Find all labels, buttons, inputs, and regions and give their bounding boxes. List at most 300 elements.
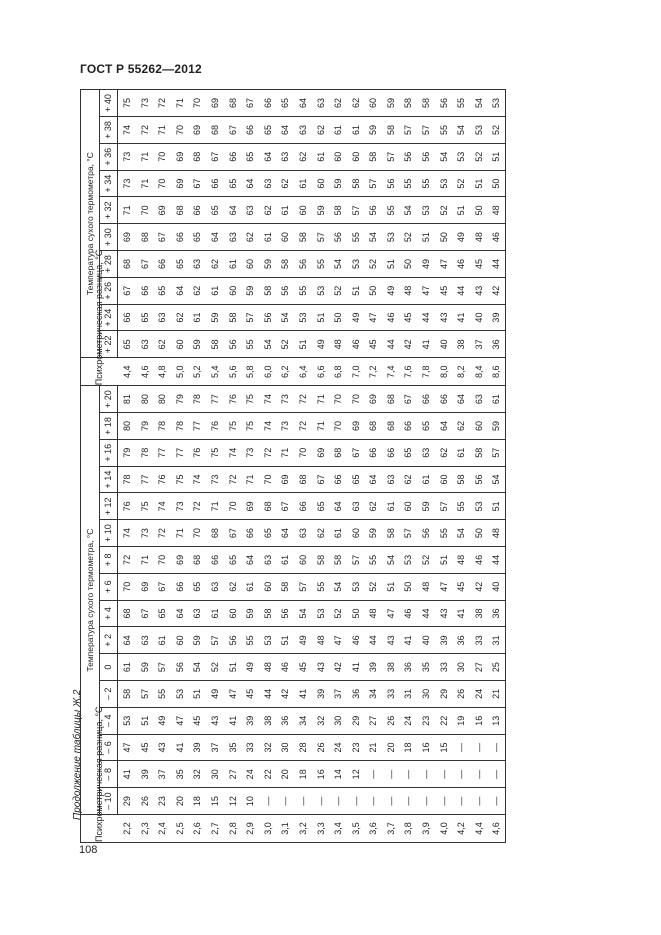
left-group-title: Температура сухого термометра, °С: [81, 386, 100, 815]
document-header: ГОСТ Р 55262—2012: [80, 62, 202, 76]
table-cell: 45: [435, 277, 453, 304]
table-cell: 57: [136, 681, 154, 708]
table-cell: 68: [365, 413, 383, 440]
table-cell: 61: [294, 170, 312, 197]
table-cell: 53: [382, 224, 400, 251]
table-cell: 57: [400, 520, 418, 547]
table-cell: 29: [347, 707, 365, 734]
table-cell: 43: [435, 304, 453, 331]
psy-value-right: 7,4: [382, 358, 400, 386]
table-cell: 46: [347, 331, 365, 358]
table-cell: 61: [312, 143, 330, 170]
table-cell: 70: [259, 466, 277, 493]
column-header-left: + 10: [99, 520, 118, 547]
psy-value-right: 5,2: [189, 358, 207, 386]
table-cell: 58: [365, 143, 383, 170]
table-cell: 16: [417, 734, 435, 761]
table-cell: 26: [382, 707, 400, 734]
table-cell: 52: [452, 170, 470, 197]
table-cell: 57: [312, 224, 330, 251]
table-cell: 63: [312, 90, 330, 117]
table-cell: 32: [259, 734, 277, 761]
table-cell: 75: [136, 493, 154, 520]
column-header-left: – 8: [99, 761, 118, 788]
table-cell: 57: [153, 654, 171, 681]
table-cell: 52: [329, 277, 347, 304]
table-cell: 75: [206, 439, 224, 466]
column-header-right: + 40: [99, 90, 118, 117]
table-cell: 75: [224, 413, 242, 440]
table-cell: 54: [329, 251, 347, 278]
table-cell: 76: [118, 493, 136, 520]
table-cell: 66: [259, 90, 277, 117]
table-cell: 65: [224, 547, 242, 574]
table-cell: 20: [171, 788, 189, 815]
table-cell: 39: [365, 654, 383, 681]
psy-value-right: 6,8: [329, 358, 347, 386]
table-row: [365, 90, 383, 843]
table-cell: 18: [294, 761, 312, 788]
table-cell: 63: [153, 304, 171, 331]
table-cell: 60: [241, 251, 259, 278]
table-cell: 65: [206, 197, 224, 224]
table-cell: 74: [153, 493, 171, 520]
table-cell: 55: [417, 170, 435, 197]
table-cell: 61: [206, 277, 224, 304]
table-cell: 61: [452, 439, 470, 466]
psy-value-right: 7,8: [417, 358, 435, 386]
table-cell: 70: [189, 90, 207, 117]
table-cell: 79: [118, 439, 136, 466]
table-cell: 64: [241, 547, 259, 574]
table-cell: —: [435, 788, 453, 815]
psy-value-left: 3,3: [312, 815, 330, 843]
table-cell: 62: [347, 90, 365, 117]
table-cell: 57: [417, 117, 435, 144]
table-cell: 54: [365, 224, 383, 251]
table-cell: 50: [365, 277, 383, 304]
table-cell: 16: [312, 761, 330, 788]
table-cell: 59: [488, 413, 506, 440]
table-cell: 57: [400, 117, 418, 144]
table-cell: 72: [224, 466, 242, 493]
table-cell: 40: [488, 573, 506, 600]
column-header-left: + 12: [99, 493, 118, 520]
table-cell: 23: [417, 707, 435, 734]
table-cell: 42: [400, 331, 418, 358]
table-cell: 35: [171, 761, 189, 788]
table-cell: 63: [224, 224, 242, 251]
table-row: [312, 90, 330, 843]
table-cell: 50: [470, 520, 488, 547]
table-cell: 66: [417, 386, 435, 413]
column-header-left: – 4: [99, 707, 118, 734]
table-cell: 48: [470, 224, 488, 251]
table-cell: 75: [171, 466, 189, 493]
table-cell: 30: [452, 654, 470, 681]
table-cell: 46: [470, 547, 488, 574]
table-cell: 68: [189, 143, 207, 170]
psy-value-left: 2,3: [136, 815, 154, 843]
table-cell: 58: [329, 547, 347, 574]
table-cell: 54: [435, 143, 453, 170]
table-cell: 71: [312, 386, 330, 413]
table-cell: 54: [277, 304, 295, 331]
table-cell: 78: [171, 413, 189, 440]
psy-value-left: 4,4: [470, 815, 488, 843]
table-cell: 16: [470, 707, 488, 734]
table-cell: 51: [488, 143, 506, 170]
table-cell: 20: [382, 734, 400, 761]
psy-value-left: 2,7: [206, 815, 224, 843]
table-cell: 58: [452, 466, 470, 493]
table-cell: 61: [153, 627, 171, 654]
table-cell: 66: [189, 197, 207, 224]
table-cell: 49: [153, 707, 171, 734]
table-cell: 71: [171, 90, 189, 117]
table-cell: 54: [189, 654, 207, 681]
table-header-row: [81, 90, 100, 843]
column-header-right: + 22: [99, 331, 118, 358]
table-cell: —: [382, 761, 400, 788]
table-cell: 56: [400, 143, 418, 170]
table-cell: 66: [136, 277, 154, 304]
table-row: [470, 90, 488, 843]
table-cell: 64: [329, 493, 347, 520]
table-cell: 58: [382, 117, 400, 144]
table-cell: 62: [171, 304, 189, 331]
table-cell: 42: [470, 573, 488, 600]
table-cell: 73: [118, 170, 136, 197]
psy-value-right: 4,4: [118, 358, 136, 386]
table-cell: 49: [206, 681, 224, 708]
table-cell: 47: [435, 573, 453, 600]
table-cell: 24: [329, 734, 347, 761]
table-cell: 33: [382, 681, 400, 708]
table-cell: 69: [347, 413, 365, 440]
table-cell: 70: [153, 170, 171, 197]
table-cell: 23: [153, 788, 171, 815]
table-cell: 64: [435, 413, 453, 440]
table-cell: 10: [241, 788, 259, 815]
table-cell: 48: [452, 547, 470, 574]
table-cell: 71: [241, 466, 259, 493]
table-cell: 69: [277, 466, 295, 493]
table-cell: 62: [153, 331, 171, 358]
table-cell: 66: [241, 117, 259, 144]
table-cell: 74: [118, 520, 136, 547]
table-cell: 65: [153, 277, 171, 304]
table-cell: 68: [206, 117, 224, 144]
table-cell: 33: [435, 654, 453, 681]
table-cell: —: [400, 788, 418, 815]
table-cell: 49: [382, 277, 400, 304]
table-cell: 68: [136, 224, 154, 251]
table-cell: 60: [347, 520, 365, 547]
table-cell: 78: [136, 439, 154, 466]
table-cell: 36: [347, 681, 365, 708]
table-cell: 34: [365, 681, 383, 708]
table-cell: 64: [118, 627, 136, 654]
table-cell: 65: [136, 304, 154, 331]
table-cell: 58: [206, 331, 224, 358]
psy-value-right: 8,4: [470, 358, 488, 386]
table-cell: 56: [417, 520, 435, 547]
table-cell: 57: [382, 143, 400, 170]
table-cell: 62: [435, 439, 453, 466]
table-cell: 24: [470, 681, 488, 708]
column-header-left: + 14: [99, 466, 118, 493]
table-cell: —: [452, 761, 470, 788]
table-cell: —: [452, 734, 470, 761]
table-cell: 64: [277, 520, 295, 547]
psy-value-left: 2,8: [224, 815, 242, 843]
table-cell: 54: [329, 573, 347, 600]
table-cell: 62: [206, 251, 224, 278]
table-cell: 65: [153, 600, 171, 627]
table-cell: 55: [365, 547, 383, 574]
table-cell: 68: [382, 386, 400, 413]
table-cell: 38: [452, 331, 470, 358]
page-number: 108: [79, 844, 98, 856]
table-cell: 66: [171, 224, 189, 251]
table-cell: 55: [294, 277, 312, 304]
psy-value-right: 6,4: [294, 358, 312, 386]
table-cell: 24: [400, 707, 418, 734]
column-header-right: + 30: [99, 224, 118, 251]
table-cell: 64: [206, 224, 224, 251]
table-cell: 64: [365, 466, 383, 493]
table-cell: 52: [329, 600, 347, 627]
table-cell: 61: [118, 654, 136, 681]
table-cell: 59: [206, 304, 224, 331]
table-cell: 48: [259, 654, 277, 681]
table-cell: 60: [400, 493, 418, 520]
table-cell: 75: [241, 386, 259, 413]
table-cell: 53: [417, 197, 435, 224]
table-cell: 65: [171, 251, 189, 278]
table-cell: —: [417, 788, 435, 815]
table-cell: 68: [224, 90, 242, 117]
table-cell: 44: [452, 277, 470, 304]
table-cell: 70: [294, 439, 312, 466]
table-cell: 50: [400, 251, 418, 278]
table-cell: 58: [329, 197, 347, 224]
table-row: [435, 90, 453, 843]
psy-value-left: 4,2: [452, 815, 470, 843]
table-cell: 53: [312, 277, 330, 304]
table-cell: 69: [312, 439, 330, 466]
table-cell: —: [435, 761, 453, 788]
table-cell: 37: [206, 734, 224, 761]
table-cell: 51: [189, 681, 207, 708]
table-cell: 57: [347, 197, 365, 224]
table-cell: 38: [259, 707, 277, 734]
table-cell: 49: [294, 627, 312, 654]
table-cell: 55: [153, 681, 171, 708]
table-cell: 63: [189, 251, 207, 278]
table-cell: 55: [435, 520, 453, 547]
table-cell: 49: [452, 224, 470, 251]
table-cell: 56: [224, 627, 242, 654]
table-cell: 47: [171, 707, 189, 734]
table-cell: 46: [452, 251, 470, 278]
right-group-title: Температура сухого термометра, °С: [81, 90, 100, 358]
table-cell: 30: [277, 734, 295, 761]
table-cell: 59: [365, 117, 383, 144]
table-cell: 45: [365, 331, 383, 358]
table-cell: 70: [347, 386, 365, 413]
table-cell: 62: [452, 413, 470, 440]
table-cell: 77: [206, 386, 224, 413]
table-cell: 29: [435, 681, 453, 708]
table-cell: 66: [329, 466, 347, 493]
table-cell: 70: [189, 520, 207, 547]
table-cell: 55: [452, 90, 470, 117]
table-cell: 56: [224, 331, 242, 358]
table-row: [241, 90, 259, 843]
table-cell: 59: [241, 277, 259, 304]
table-cell: 69: [136, 573, 154, 600]
table-cell: 55: [452, 493, 470, 520]
psy-value-left: 2,4: [153, 815, 171, 843]
table-cell: 54: [470, 90, 488, 117]
rotated-table-container: [80, 89, 623, 843]
table-cell: 62: [241, 224, 259, 251]
column-header-right: + 38: [99, 117, 118, 144]
table-cell: 68: [118, 251, 136, 278]
table-cell: 60: [294, 547, 312, 574]
table-cell: 53: [171, 681, 189, 708]
table-cell: 66: [241, 520, 259, 547]
table-cell: 61: [277, 547, 295, 574]
table-cell: 45: [470, 251, 488, 278]
table-cell: 41: [171, 734, 189, 761]
table-cell: 56: [417, 143, 435, 170]
table-cell: 60: [294, 197, 312, 224]
table-cell: 69: [171, 170, 189, 197]
column-header-left: – 2: [99, 681, 118, 708]
table-cell: 61: [259, 224, 277, 251]
table-cell: 59: [382, 90, 400, 117]
table-cell: 59: [189, 331, 207, 358]
table-cell: 44: [365, 627, 383, 654]
table-cell: 73: [277, 413, 295, 440]
table-cell: 58: [277, 573, 295, 600]
table-cell: 48: [400, 277, 418, 304]
table-cell: 52: [365, 251, 383, 278]
table-cell: 67: [206, 143, 224, 170]
column-header-right: + 36: [99, 143, 118, 170]
table-cell: 79: [136, 413, 154, 440]
table-cell: 52: [470, 143, 488, 170]
table-cell: 66: [400, 413, 418, 440]
table-cell: 67: [312, 466, 330, 493]
table-cell: 71: [136, 170, 154, 197]
column-header-left: – 10: [99, 788, 118, 815]
table-cell: 51: [224, 654, 242, 681]
table-cell: 29: [118, 788, 136, 815]
table-cell: 72: [294, 413, 312, 440]
table-cell: 62: [259, 197, 277, 224]
table-cell: 67: [153, 573, 171, 600]
psy-value-left: 3,9: [417, 815, 435, 843]
table-cell: 69: [171, 143, 189, 170]
table-cell: 58: [259, 600, 277, 627]
table-cell: 15: [435, 734, 453, 761]
table-row: [259, 90, 277, 843]
table-cell: 80: [153, 386, 171, 413]
table-cell: 72: [153, 520, 171, 547]
table-cell: 47: [224, 681, 242, 708]
table-cell: 37: [153, 761, 171, 788]
table-cell: 56: [277, 277, 295, 304]
table-cell: 64: [277, 117, 295, 144]
table-cell: 52: [435, 197, 453, 224]
table-cell: 63: [241, 197, 259, 224]
table-cell: 62: [189, 277, 207, 304]
table-cell: 51: [312, 304, 330, 331]
table-cell: 46: [382, 304, 400, 331]
table-cell: 49: [241, 654, 259, 681]
table-cell: 44: [488, 547, 506, 574]
table-cell: 49: [417, 251, 435, 278]
column-header-left: + 20: [99, 386, 118, 413]
table-cell: 69: [118, 224, 136, 251]
table-cell: 68: [171, 197, 189, 224]
table-cell: 76: [189, 439, 207, 466]
column-header-left: + 16: [99, 439, 118, 466]
table-cell: 62: [277, 170, 295, 197]
table-cell: 55: [241, 627, 259, 654]
table-cell: 56: [259, 304, 277, 331]
table-cell: 48: [488, 197, 506, 224]
table-cell: 60: [224, 277, 242, 304]
table-cell: 40: [470, 304, 488, 331]
table-cell: 30: [329, 707, 347, 734]
table-cell: 32: [312, 707, 330, 734]
table-cell: 50: [347, 600, 365, 627]
table-cell: 57: [488, 439, 506, 466]
column-header-left: 0: [99, 654, 118, 681]
table-cell: 77: [153, 439, 171, 466]
table-row: [400, 90, 418, 843]
table-cell: 58: [294, 224, 312, 251]
table-cell: 59: [312, 197, 330, 224]
table-cell: 74: [259, 413, 277, 440]
table-cell: 81: [118, 386, 136, 413]
table-cell: 73: [277, 386, 295, 413]
table-cell: 40: [435, 331, 453, 358]
table-row: [452, 90, 470, 843]
table-cell: 56: [470, 466, 488, 493]
table-cell: —: [488, 788, 506, 815]
table-cell: 50: [329, 304, 347, 331]
table-cell: 65: [312, 493, 330, 520]
table-cell: 67: [118, 277, 136, 304]
table-cell: 53: [347, 251, 365, 278]
table-row: [294, 90, 312, 843]
table-cell: 55: [382, 197, 400, 224]
table-cell: 56: [365, 197, 383, 224]
table-cell: 43: [312, 654, 330, 681]
psy-value-left: 3,4: [329, 815, 347, 843]
psy-value-right: 7,2: [365, 358, 383, 386]
table-cell: 15: [206, 788, 224, 815]
table-cell: 73: [136, 90, 154, 117]
table-cell: 60: [470, 413, 488, 440]
table-cell: 55: [312, 573, 330, 600]
